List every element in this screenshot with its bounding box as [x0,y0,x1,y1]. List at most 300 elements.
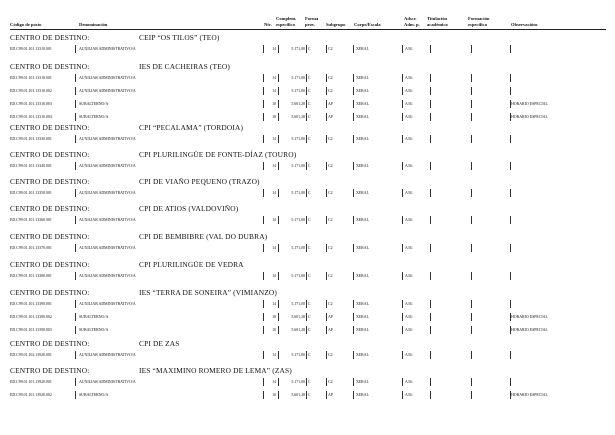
cell-divider [326,135,327,143]
row-denominacion: AUXILIAR ADMINISTRATIVO/A [79,47,136,51]
cell-divider [353,326,354,334]
cell-divider [430,135,431,143]
table-row [10,162,610,170]
cell-divider [510,87,511,95]
row-nivel: 10 [272,393,276,397]
row-adscripcion: A3G [405,47,413,51]
row-forma-prov: C [308,302,311,306]
cell-divider [471,45,472,53]
cell-divider [402,216,403,224]
row-adscripcion: A3G [405,246,413,250]
header-formacion-1: Formación [468,16,490,21]
row-subgrupo: C2 [328,380,333,384]
cell-divider [75,313,76,321]
cell-divider [306,100,307,108]
cell-divider [75,87,76,95]
cell-divider [326,326,327,334]
cell-divider [471,313,472,321]
row-adscripcion: A3G [405,218,413,222]
cell-divider [326,272,327,280]
row-denominacion: AUXILIAR ADMINISTRATIVO/A [79,218,136,222]
row-complemento: 5.171,00 [291,246,305,250]
row-nivel: 14 [272,353,276,357]
cell-divider [278,74,279,82]
table-row [10,378,610,386]
table-row [10,391,610,399]
cell-divider [471,300,472,308]
header-adscr-1: Adscr. [404,16,417,21]
row-subgrupo: C2 [328,137,333,141]
cell-divider [471,74,472,82]
row-forma-prov: C [308,164,311,168]
cell-divider [306,162,307,170]
header-forma-2: prov. [305,22,315,27]
header-adscr-2: Adm. p. [404,22,420,27]
row-corpo-escala: XERAL [356,89,369,93]
row-code: ED.C99.01.101.13920.002 [10,393,52,397]
row-corpo-escala: XERAL [356,137,369,141]
row-corpo-escala: XERAL [356,164,369,168]
cell-divider [75,113,76,121]
cell-divider [402,100,403,108]
center-name: IES “TERRA DE SONEIRA” (VIMIANZO) [139,288,277,297]
cell-divider [278,87,279,95]
row-nivel: 10 [272,315,276,319]
cell-divider [263,87,264,95]
row-complemento: 5.601,28 [291,102,305,106]
cell-divider [326,244,327,252]
cell-divider [353,300,354,308]
cell-divider [326,391,327,399]
cell-divider [306,45,307,53]
row-adscripcion: A3G [405,102,413,106]
table-row [10,313,610,321]
cell-divider [306,87,307,95]
header-complem-1: Complem. [276,16,297,21]
center-label: CENTRO DE DESTINO: [10,288,90,297]
cell-divider [306,378,307,386]
cell-divider [510,189,511,197]
cell-divider [326,87,327,95]
cell-divider [353,74,354,82]
row-nivel: 14 [272,191,276,195]
row-subgrupo: C2 [328,246,333,250]
cell-divider [306,113,307,121]
cell-divider [471,326,472,334]
cell-divider [510,45,511,53]
center-name: IES DE CACHEIRAS (TEO) [139,62,230,71]
row-nivel: 10 [272,115,276,119]
row-adscripcion: A3G [405,274,413,278]
center-name: CPI “PECALAMA” (TORDOIA) [139,123,244,132]
cell-divider [402,45,403,53]
cell-divider [263,326,264,334]
row-complemento: 5.171,00 [291,218,305,222]
cell-divider [278,135,279,143]
cell-divider [278,391,279,399]
row-denominacion: SUBALTERNO/A [79,315,109,319]
row-forma-prov: C [308,47,311,51]
table-row [10,351,610,359]
row-subgrupo: C2 [328,47,333,51]
row-denominacion: AUXILIAR ADMINISTRATIVO/A [79,246,136,250]
cell-divider [430,189,431,197]
cell-divider [430,272,431,280]
cell-divider [278,244,279,252]
row-denominacion: AUXILIAR ADMINISTRATIVO/A [79,164,136,168]
header-complem-2: específico [276,22,295,27]
row-subgrupo: AP [328,328,333,332]
row-subgrupo: C2 [328,302,333,306]
row-adscripcion: A3G [405,393,413,397]
row-forma-prov: C [308,353,311,357]
row-denominacion: SUBALTERNO/A [79,102,109,106]
center-label: CENTRO DE DESTINO: [10,177,90,186]
cell-divider [278,162,279,170]
cell-divider [430,216,431,224]
row-subgrupo: AP [328,102,333,106]
row-forma-prov: C [308,137,311,141]
row-nivel: 14 [272,274,276,278]
center-name: CPI PLURILINGÜE DE FONTE-DÍAZ (TOURO) [139,150,297,159]
row-forma-prov: C [308,102,311,106]
header-divider [10,29,606,30]
cell-divider [278,378,279,386]
row-nivel: 14 [272,246,276,250]
row-subgrupo: AP [328,115,333,119]
cell-divider [263,216,264,224]
row-denominacion: AUXILIAR ADMINISTRATIVO/A [79,380,136,384]
table-row [10,45,610,53]
table-row [10,113,610,121]
row-complemento: 5.171,00 [291,191,305,195]
cell-divider [326,100,327,108]
cell-divider [430,244,431,252]
cell-divider [263,300,264,308]
row-corpo-escala: XERAL [356,102,369,106]
cell-divider [471,189,472,197]
cell-divider [402,162,403,170]
table-row [10,100,610,108]
row-complemento: 5.171,00 [291,137,305,141]
cell-divider [510,272,511,280]
row-denominacion: AUXILIAR ADMINISTRATIVO/A [79,137,136,141]
cell-divider [402,272,403,280]
row-complemento: 5.171,00 [291,76,305,80]
cell-divider [353,189,354,197]
center-name: CEIP “OS TILOS” (TEO) [139,33,220,42]
cell-divider [75,216,76,224]
row-forma-prov: C [308,328,311,332]
table-row [10,216,610,224]
row-nivel: 14 [272,76,276,80]
row-code: ED.C99.01.101.13390.003 [10,328,52,332]
cell-divider [75,135,76,143]
cell-divider [326,74,327,82]
cell-divider [402,300,403,308]
cell-divider [430,378,431,386]
cell-divider [353,45,354,53]
cell-divider [263,113,264,121]
cell-divider [510,216,511,224]
row-adscripcion: A3G [405,315,413,319]
cell-divider [430,74,431,82]
cell-divider [306,326,307,334]
row-observacions: HORARIO ESPECIAL [511,115,548,119]
cell-divider [263,351,264,359]
cell-divider [278,272,279,280]
row-nivel: 14 [272,89,276,93]
cell-divider [353,135,354,143]
cell-divider [402,87,403,95]
cell-divider [306,313,307,321]
cell-divider [263,135,264,143]
cell-divider [510,378,511,386]
cell-divider [326,162,327,170]
cell-divider [75,189,76,197]
cell-divider [75,74,76,82]
cell-divider [263,45,264,53]
row-subgrupo: C2 [328,191,333,195]
cell-divider [326,300,327,308]
row-corpo-escala: XERAL [356,380,369,384]
cell-divider [353,351,354,359]
cell-divider [471,351,472,359]
cell-divider [402,351,403,359]
row-adscripcion: A3G [405,328,413,332]
cell-divider [353,391,354,399]
cell-divider [326,189,327,197]
cell-divider [263,74,264,82]
cell-divider [353,313,354,321]
row-subgrupo: C2 [328,76,333,80]
cell-divider [278,300,279,308]
center-name: CPI DE BEMBIBRE (VAL DO DUBRA) [139,232,268,241]
center-name: CPI DE ZAS [139,339,180,348]
row-adscripcion: A3G [405,76,413,80]
cell-divider [75,378,76,386]
center-label: CENTRO DE DESTINO: [10,204,90,213]
row-forma-prov: C [308,274,311,278]
cell-divider [471,391,472,399]
row-complemento: 5.171,00 [291,353,305,357]
cell-divider [430,351,431,359]
center-label: CENTRO DE DESTINO: [10,366,90,375]
cell-divider [278,216,279,224]
row-code: ED.C99.01.102.13920.001 [10,353,52,357]
center-name: CPI DE VIAÑO PEQUENO (TRAZO) [139,177,260,186]
cell-divider [471,162,472,170]
cell-divider [510,74,511,82]
cell-divider [402,189,403,197]
cell-divider [353,244,354,252]
cell-divider [510,351,511,359]
row-code: ED.C99.01.101.13380.001 [10,274,52,278]
header-formacion-2: específica [468,22,487,27]
header-titulacion-1: Titulación [427,16,448,21]
cell-divider [75,244,76,252]
row-adscripcion: A3G [405,115,413,119]
row-adscripcion: A3G [405,191,413,195]
center-label: CENTRO DE DESTINO: [10,150,90,159]
table-row [10,135,610,143]
row-corpo-escala: XERAL [356,191,369,195]
cell-divider [430,113,431,121]
cell-divider [471,378,472,386]
center-name: CPI DE ATIOS (VALDOVIÑO) [139,204,239,213]
row-denominacion: SUBALTERNO/A [79,328,109,332]
row-subgrupo: AP [328,315,333,319]
cell-divider [430,162,431,170]
cell-divider [510,162,511,170]
cell-divider [263,100,264,108]
cell-divider [278,189,279,197]
cell-divider [263,162,264,170]
table-row [10,244,610,252]
row-forma-prov: C [308,218,311,222]
cell-divider [306,351,307,359]
row-corpo-escala: XERAL [356,47,369,51]
cell-divider [263,391,264,399]
row-complemento: 5.171,00 [291,302,305,306]
cell-divider [471,244,472,252]
row-corpo-escala: XERAL [356,302,369,306]
cell-divider [510,135,511,143]
center-label: CENTRO DE DESTINO: [10,232,90,241]
row-observacions: HORARIO ESPECIAL [511,328,548,332]
row-forma-prov: C [308,393,311,397]
cell-divider [430,300,431,308]
cell-divider [306,300,307,308]
table-row [10,272,610,280]
row-code: ED.C99.01.101.13310.003 [10,102,52,106]
cell-divider [402,113,403,121]
cell-divider [306,189,307,197]
row-code: ED.C99.01.101.13350.001 [10,191,52,195]
row-observacions: HORARIO ESPECIAL [511,393,548,397]
cell-divider [353,100,354,108]
row-nivel: 10 [272,328,276,332]
center-name: CPI PLURILINGÜE DE VEDRA [139,260,244,269]
cell-divider [75,326,76,334]
row-adscripcion: A3G [405,302,413,306]
row-code: ED.C99.01.101.13330.001 [10,137,52,141]
row-complemento: 5.601,28 [291,393,305,397]
cell-divider [402,244,403,252]
cell-divider [278,313,279,321]
row-code: ED.C99.01.101.13310.002 [10,89,52,93]
row-corpo-escala: XERAL [356,115,369,119]
row-code: ED.C99.01.101.13310.001 [10,47,52,51]
row-nivel: 14 [272,137,276,141]
row-forma-prov: C [308,89,311,93]
cell-divider [263,272,264,280]
row-adscripcion: A3G [405,380,413,384]
row-denominacion: SUBALTERNO/A [79,393,109,397]
cell-divider [402,326,403,334]
header-observacions: Observacións [511,22,538,27]
cell-divider [402,74,403,82]
row-code: ED.C99.01.101.13310.004 [10,115,52,119]
row-nivel: 14 [272,218,276,222]
row-corpo-escala: XERAL [356,218,369,222]
row-corpo-escala: XERAL [356,274,369,278]
cell-divider [326,45,327,53]
cell-divider [353,272,354,280]
table-row [10,300,610,308]
row-observacions: HORARIO ESPECIAL [511,315,548,319]
row-corpo-escala: XERAL [356,353,369,357]
header-denominacion: Denominación [79,22,108,27]
center-label: CENTRO DE DESTINO: [10,123,90,132]
row-adscripcion: A3G [405,353,413,357]
row-denominacion: AUXILIAR ADMINISTRATIVO/A [79,353,136,357]
cell-divider [306,244,307,252]
row-code: ED.C99.01.101.13390.001 [10,302,52,306]
row-subgrupo: AP [328,393,333,397]
cell-divider [75,100,76,108]
row-forma-prov: C [308,115,311,119]
row-adscripcion: A3G [405,89,413,93]
row-complemento: 5.171,00 [291,274,305,278]
cell-divider [263,378,264,386]
cell-divider [278,351,279,359]
cell-divider [75,391,76,399]
header-nivel: Nív. [264,22,272,27]
cell-divider [306,135,307,143]
cell-divider [326,378,327,386]
cell-divider [326,351,327,359]
row-denominacion: AUXILIAR ADMINISTRATIVO/A [79,302,136,306]
center-label: CENTRO DE DESTINO: [10,339,90,348]
row-complemento: 5.171,00 [291,164,305,168]
cell-divider [430,326,431,334]
cell-divider [353,87,354,95]
table-row [10,87,610,95]
row-denominacion: AUXILIAR ADMINISTRATIVO/A [79,191,136,195]
row-denominacion: SUBALTERNO/A [79,115,109,119]
header-corpo: Corpo/Escala [354,22,381,27]
cell-divider [263,313,264,321]
table-row [10,326,610,334]
row-corpo-escala: XERAL [356,76,369,80]
row-corpo-escala: XERAL [356,315,369,319]
row-forma-prov: C [308,191,311,195]
row-denominacion: AUXILIAR ADMINISTRATIVO/A [79,89,136,93]
cell-divider [75,351,76,359]
cell-divider [510,244,511,252]
row-corpo-escala: XERAL [356,328,369,332]
row-denominacion: AUXILIAR ADMINISTRATIVO/A [79,274,136,278]
row-subgrupo: C2 [328,218,333,222]
row-complemento: 5.171,00 [291,89,305,93]
header-subgrupo: Subgrupo [326,22,346,27]
row-code: ED.C99.01.101.13370.001 [10,246,52,250]
row-nivel: 14 [272,380,276,384]
cell-divider [430,100,431,108]
row-forma-prov: C [308,246,311,250]
cell-divider [75,45,76,53]
row-forma-prov: C [308,380,311,384]
cell-divider [278,100,279,108]
row-forma-prov: C [308,76,311,80]
row-corpo-escala: XERAL [356,246,369,250]
cell-divider [263,244,264,252]
cell-divider [326,313,327,321]
cell-divider [471,272,472,280]
cell-divider [510,300,511,308]
cell-divider [278,326,279,334]
